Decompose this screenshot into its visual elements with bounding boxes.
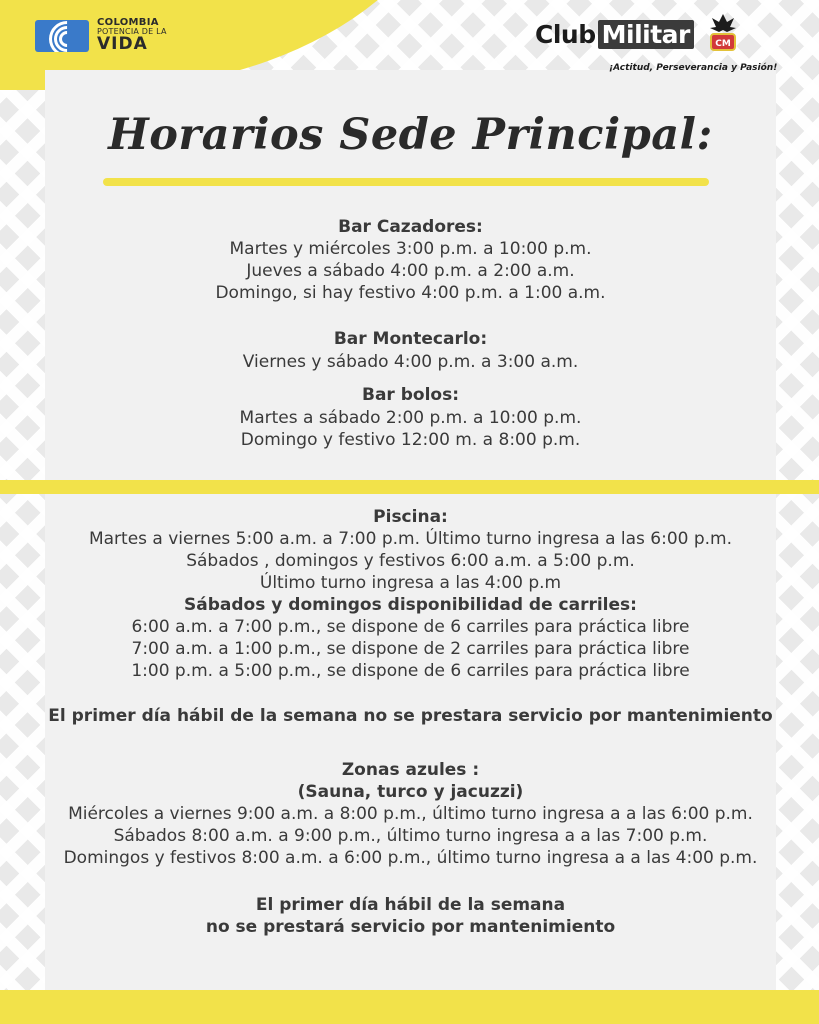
zonas-maintenance-notice-2: no se prestará servicio por mantenimiento bbox=[205, 917, 616, 937]
title-underline bbox=[103, 178, 709, 186]
schedule-line: Domingo, si hay festivo 4:00 p.m. a 1:00 a.m. bbox=[215, 283, 606, 303]
divider-band bbox=[0, 480, 819, 494]
section-heading-bar-montecarlo: Bar Montecarlo: bbox=[333, 329, 488, 349]
schedule-line: Último turno ingresa a las 4:00 p.m bbox=[259, 573, 562, 593]
section-heading-bar-bolos: Bar bolos: bbox=[361, 385, 459, 405]
schedule-line: Sábados 8:00 a.m. a 9:00 p.m., último turno ingresa a a las 7:00 p.m. bbox=[113, 826, 708, 846]
lane-line: 1:00 p.m. a 5:00 p.m., se dispone de 6 carriles para práctica libre bbox=[131, 661, 690, 681]
club-emblem-text: CM bbox=[715, 39, 731, 49]
schedule-line: Sábados , domingos y festivos 6:00 a.m. a 5:00 p.m. bbox=[186, 551, 635, 571]
lanes-heading: Sábados y domingos disponibilidad de carriles: bbox=[184, 595, 637, 615]
zonas-maintenance-notice-1: El primer día hábil de la semana bbox=[255, 895, 566, 915]
schedule-line: Martes a sábado 2:00 p.m. a 10:00 p.m. bbox=[239, 408, 582, 428]
schedule-line: Miércoles a viernes 9:00 a.m. a 8:00 p.m., último turno ingresa a a las 6:00 p.m. bbox=[68, 804, 753, 824]
schedule-line: Domingos y festivos 8:00 a.m. a 6:00 p.m., último turno ingresa a a las 4:00 p.m. bbox=[63, 848, 758, 868]
colombia-waves-icon bbox=[35, 20, 89, 52]
bottom-schedule-panel bbox=[45, 494, 776, 990]
section-heading-zonas-azules: Zonas azules : bbox=[341, 760, 480, 780]
top-schedule-panel bbox=[45, 70, 776, 480]
schedule-line: Jueves a sábado 4:00 p.m. a 2:00 a.m. bbox=[246, 261, 575, 281]
piscina-maintenance-notice: El primer día hábil de la semana no se prestara servicio por mantenimiento bbox=[48, 706, 773, 726]
lane-line: 7:00 a.m. a 1:00 p.m., se dispone de 2 carriles para práctica libre bbox=[131, 639, 690, 659]
club-slogan: ¡Actitud, Perseverancia y Pasión! bbox=[609, 63, 778, 73]
schedule-line: Martes a viernes 5:00 a.m. a 7:00 p.m. Último turno ingresa a las 6:00 p.m. bbox=[88, 529, 733, 549]
schedule-line: Domingo y festivo 12:00 m. a 8:00 p.m. bbox=[240, 430, 581, 450]
schedule-line: Martes y miércoles 3:00 p.m. a 10:00 p.m. bbox=[229, 239, 592, 259]
gov-logo-line2: POTENCIA DE LA bbox=[97, 27, 167, 36]
gov-logo-line1: COLOMBIA bbox=[97, 17, 159, 28]
club-militar-logo bbox=[535, 8, 778, 74]
colombia-potencia-logo bbox=[35, 18, 167, 53]
club-logo-name: Club Militar bbox=[535, 20, 694, 49]
eagle-shield-icon bbox=[707, 12, 739, 54]
lane-line: 6:00 a.m. a 7:00 p.m., se dispone de 6 carriles para práctica libre bbox=[131, 617, 690, 637]
section-heading-piscina: Piscina: bbox=[373, 507, 448, 527]
footer-band bbox=[0, 990, 819, 1024]
schedule-line: Viernes y sábado 4:00 p.m. a 3:00 a.m. bbox=[242, 352, 579, 372]
gov-logo-line3: VIDA bbox=[97, 34, 148, 54]
section-heading-bar-cazadores: Bar Cazadores: bbox=[338, 217, 483, 237]
page-title: Horarios Sede Principal: bbox=[108, 110, 713, 160]
zonas-subheading: (Sauna, turco y jacuzzi) bbox=[297, 782, 524, 802]
